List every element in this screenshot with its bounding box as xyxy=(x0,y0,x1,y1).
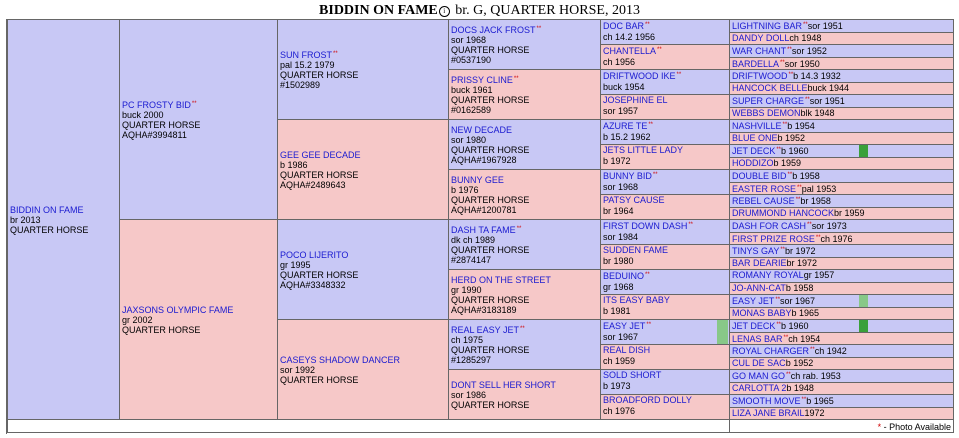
horse-color-year: gr 1957 xyxy=(803,270,835,280)
sire-cell-gen6 xyxy=(729,294,954,308)
horse-registration: #0162589 xyxy=(451,105,492,115)
sire-cell-gen5 xyxy=(600,19,730,45)
horse-line xyxy=(451,324,598,335)
horse-name-link[interactable]: EASY JET xyxy=(732,296,775,306)
horse-registration: AQHA#1200781 xyxy=(451,204,517,215)
horse-color-year: 1972 xyxy=(804,408,825,418)
horse-name-link[interactable]: JO-ANN-CAT xyxy=(732,283,786,293)
horse-name-link[interactable]: CHANTELLA xyxy=(603,46,657,56)
horse-color-year: b 1981 xyxy=(603,306,631,316)
horse-color-year: b 1952 xyxy=(777,133,806,143)
horse-name-link[interactable]: SUDDEN FAME xyxy=(603,245,669,255)
horse-color-year: b 1986 xyxy=(280,159,308,170)
photo-star: ** xyxy=(801,397,807,403)
horse-color-year: sor 1973 xyxy=(811,221,847,231)
horse-name-link[interactable]: CUL DE SAC xyxy=(732,358,786,368)
horse-line xyxy=(603,220,727,232)
photo-star: ** xyxy=(648,122,654,128)
sire-cell-gen6 xyxy=(729,69,954,83)
sire-cell-gen6 xyxy=(729,119,954,133)
horse-name-link[interactable]: FIRST PRIZE ROSE xyxy=(732,234,815,244)
horse-name-link[interactable]: POCO LIJERITO xyxy=(280,249,349,260)
horse-color-year: pal 1953 xyxy=(801,184,837,194)
dam-cell-gen4 xyxy=(448,369,601,420)
horse-breed: QUARTER HORSE xyxy=(451,95,530,105)
sire-cell-gen1 xyxy=(7,19,120,420)
horse-color-year: br 1972 xyxy=(785,246,816,256)
horse-breed: QUARTER HORSE xyxy=(451,294,530,305)
sire-cell-gen5 xyxy=(600,319,730,345)
photo-star: * xyxy=(877,422,882,432)
horse-line xyxy=(603,120,727,132)
horse-color-year: ch 1975 xyxy=(451,335,484,345)
horse-color-year: ch 1959 xyxy=(603,356,636,366)
horse-name-link[interactable]: ROMANY ROYAL xyxy=(732,270,804,280)
horse-name-link[interactable]: JOSEPHINE EL xyxy=(603,95,668,105)
horse-color-year: br 1959 xyxy=(834,208,865,218)
page-title xyxy=(0,3,959,19)
horse-name-link[interactable]: GO MAN GO xyxy=(732,371,786,381)
horse-name-link[interactable]: SUPER CHARGE xyxy=(732,96,805,106)
photo-star: ** xyxy=(787,172,793,178)
sire-cell-gen4 xyxy=(448,319,601,370)
horse-name-link[interactable]: DRUMMOND HANCOCK xyxy=(732,208,834,218)
horse-color-year: b 1952 xyxy=(785,358,814,368)
horse-line xyxy=(122,99,275,110)
horse-line xyxy=(603,320,727,332)
horse-registration: AQHA#1967928 xyxy=(451,154,517,165)
photo-star: ** xyxy=(513,76,519,82)
sire-cell-gen6 xyxy=(729,44,954,58)
horse-registration: AQHA#3348332 xyxy=(280,279,346,290)
horse-color-year: b 1960 xyxy=(781,146,809,156)
horse-color-year: sor 1951 xyxy=(809,96,845,106)
horse-name-link[interactable]: LIGHTNING BAR xyxy=(732,21,803,31)
horse-breed: QUARTER HORSE xyxy=(451,194,530,205)
sire-cell-gen5 xyxy=(600,169,730,195)
horse-color-year: br 1972 xyxy=(786,258,818,268)
sire-cell-gen6 xyxy=(729,19,954,33)
horse-name-link[interactable]: NEW DECADE xyxy=(451,124,513,135)
horse-name-link[interactable]: BIDDIN ON FAME xyxy=(10,204,84,215)
horse-color-year: b 14.3 1932 xyxy=(793,71,841,81)
horse-color-year: buck 1954 xyxy=(603,82,645,92)
sire-cell-gen5 xyxy=(600,269,730,295)
horse-name-link[interactable]: JET DECK xyxy=(732,321,776,331)
photo-star: ** xyxy=(788,72,794,78)
horse-line xyxy=(603,395,727,406)
horse-color-year: b 1973 xyxy=(603,381,631,391)
horse-line xyxy=(280,150,446,160)
photo-star: ** xyxy=(795,197,801,203)
horse-color-year: gr 1995 xyxy=(280,259,311,270)
sire-cell-gen5 xyxy=(600,119,730,145)
dam-cell-gen5 xyxy=(600,344,730,370)
horse-line xyxy=(280,355,446,365)
horse-breed: QUARTER HORSE xyxy=(451,45,530,55)
horse-name-link[interactable]: DONT SELL HER SHORT xyxy=(451,379,556,390)
footer-row xyxy=(7,419,730,433)
horse-color-year: buck 1961 xyxy=(451,85,493,95)
sire-cell-gen2 xyxy=(119,19,278,220)
horse-line xyxy=(603,145,727,156)
sire-cell-gen6 xyxy=(729,219,954,233)
horse-name-link[interactable]: EASY JET xyxy=(603,321,646,331)
horse-color-year: b 1972 xyxy=(603,156,631,166)
horse-line xyxy=(280,250,446,260)
photo-star: ** xyxy=(810,347,815,353)
horse-breed: QUARTER HORSE xyxy=(122,324,201,335)
inbreed-marker xyxy=(859,295,868,307)
horse-name-link[interactable]: ITS EASY BABY xyxy=(603,295,670,305)
photo-star: ** xyxy=(646,322,652,328)
horse-color-year: buck 2000 xyxy=(122,110,164,120)
horse-color-year: ch 1976 xyxy=(820,234,853,244)
horse-name-link[interactable]: HODDIZO xyxy=(732,158,774,168)
horse-name-link[interactable]: JET DECK xyxy=(732,146,776,156)
inbreed-marker xyxy=(717,320,728,344)
horse-color-year: gr 1990 xyxy=(451,284,482,295)
horse-name-link[interactable]: NASHVILLE xyxy=(732,121,782,131)
horse-registration: #1502989 xyxy=(280,80,321,90)
horse-registration: AQHA#3183189 xyxy=(451,304,517,315)
horse-name-link[interactable]: JAXSONS OLYMPIC FAME xyxy=(122,304,234,315)
horse-line xyxy=(603,45,727,57)
horse-line xyxy=(603,170,727,182)
horse-color-year: sor 1957 xyxy=(603,106,639,116)
photo-star: ** xyxy=(776,147,782,153)
horse-name-link[interactable]: LIZA JANE BRAIL xyxy=(732,408,805,418)
photo-star: ** xyxy=(803,22,808,28)
horse-name-link[interactable]: SMOOTH MOVE xyxy=(732,396,801,406)
photo-star: ** xyxy=(775,297,781,303)
horse-breed: QUARTER HORSE xyxy=(451,144,530,155)
photo-star: ** xyxy=(797,185,802,191)
photo-star: ** xyxy=(645,22,650,28)
horse-color-year: dk ch 1989 xyxy=(451,235,496,245)
horse-line xyxy=(603,20,727,32)
horse-name-link[interactable]: BEDUINO xyxy=(603,271,645,281)
inbreed-marker xyxy=(859,145,868,157)
photo-star: ** xyxy=(815,235,821,241)
horse-color-year: br 1964 xyxy=(603,206,634,216)
photo-star: ** xyxy=(776,322,782,328)
horse-color-year: sor 1967 xyxy=(603,332,639,342)
horse-name-link[interactable]: WEBBS DEMON xyxy=(732,108,801,118)
dam-cell-gen3 xyxy=(277,119,449,220)
photo-star: ** xyxy=(805,97,810,103)
horse-color-year: b 1948 xyxy=(786,383,814,393)
photo-star: ** xyxy=(780,60,785,66)
horse-line xyxy=(451,74,598,85)
horse-name-link[interactable]: ROYAL CHARGER xyxy=(732,346,810,356)
horse-name-link[interactable]: LENAS BAR xyxy=(732,334,783,344)
horse-name-link[interactable]: PC FROSTY BID xyxy=(122,100,191,110)
dam-cell-gen4 xyxy=(448,69,601,120)
horse-color-year: b 1959 xyxy=(773,158,802,168)
horse-name-link[interactable]: SUN FROST xyxy=(280,50,333,60)
horse-name-link[interactable]: PATSY CAUSE xyxy=(603,195,665,205)
horse-color-year: b 1958 xyxy=(785,283,814,293)
photo-star: ** xyxy=(807,222,812,228)
horse-breed: QUARTER HORSE xyxy=(280,70,359,80)
horse-line xyxy=(603,370,727,381)
sire-cell-gen4 xyxy=(448,119,601,170)
horse-breed: QUARTER HORSE xyxy=(280,169,359,180)
info-icon[interactable]: i xyxy=(439,6,450,17)
horse-color-year: pal 15.2 1979 xyxy=(280,60,335,70)
photo-legend-text: - Photo Available xyxy=(881,422,951,432)
dam-cell-gen4 xyxy=(448,169,601,220)
horse-name-link[interactable]: BLUE ONE xyxy=(732,133,778,143)
horse-color-year: buck 1944 xyxy=(807,83,850,93)
sire-cell-gen6 xyxy=(729,94,954,108)
horse-name-link[interactable]: DOUBLE BID xyxy=(732,171,787,181)
horse-line xyxy=(280,49,446,60)
horse-color-year: br 1980 xyxy=(603,256,634,266)
horse-color-year: sor 1992 xyxy=(280,364,316,375)
dam-cell-gen3 xyxy=(277,319,449,420)
sire-cell-gen5 xyxy=(600,219,730,245)
sire-cell-gen6 xyxy=(729,269,954,283)
horse-name-link[interactable]: BUNNY GEE xyxy=(451,174,504,185)
horse-color-year: sor 1986 xyxy=(451,389,487,400)
horse-color-year: ch 1948 xyxy=(789,33,822,43)
horse-summary: br. G, QUARTER HORSE, 2013 xyxy=(451,3,640,18)
horse-name-link[interactable]: DOCS JACK FROST xyxy=(451,25,536,35)
horse-name-link[interactable]: JETS LITTLE LADY xyxy=(603,145,684,155)
horse-name-link[interactable]: BUNNY BID xyxy=(603,171,652,181)
horse-name-link[interactable]: DRIFTWOOD IKE xyxy=(603,71,676,81)
sire-cell-gen4 xyxy=(448,19,601,70)
horse-color-year: sor 1950 xyxy=(784,59,820,69)
horse-name-link[interactable]: HANCOCK BELLE xyxy=(732,83,808,93)
horse-name-link[interactable]: AZURE TE xyxy=(603,121,648,131)
dam-cell-gen5 xyxy=(600,44,730,70)
photo-star: ** xyxy=(657,47,662,53)
inbreed-marker xyxy=(859,320,868,332)
horse-color-year: br 1958 xyxy=(800,196,831,206)
horse-breed: QUARTER HORSE xyxy=(122,120,201,130)
horse-color-year: ch 14.2 1956 xyxy=(603,32,656,42)
horse-name-link[interactable]: CARLOTTA 2 xyxy=(732,383,787,393)
sire-cell-gen6 xyxy=(729,244,954,258)
horse-name-link[interactable]: DASH FOR CASH xyxy=(732,221,807,231)
horse-color-year: sor 1968 xyxy=(603,182,639,192)
horse-registration: #0537190 xyxy=(451,55,492,65)
horse-name-link[interactable]: DANDY DOLL xyxy=(732,33,790,43)
sire-cell-gen6 xyxy=(729,344,954,358)
dam-cell-gen5 xyxy=(600,94,730,120)
sire-cell-gen3 xyxy=(277,19,449,120)
horse-registration: #2874147 xyxy=(451,255,492,265)
horse-color-year: b 1965 xyxy=(791,308,820,318)
photo-star: ** xyxy=(786,372,791,378)
horse-color-year: br 2013 xyxy=(10,214,41,225)
sire-cell-gen6 xyxy=(729,194,954,208)
horse-name-link[interactable]: DOC BAR xyxy=(603,21,645,31)
dam-cell-gen5 xyxy=(600,244,730,270)
horse-color-year: b 15.2 1962 xyxy=(603,132,651,142)
horse-line xyxy=(451,380,598,390)
photo-star: ** xyxy=(191,101,197,107)
horse-name-link[interactable]: DRIFTWOOD xyxy=(732,71,788,81)
horse-color-year: sor 1967 xyxy=(780,296,816,306)
horse-color-year: b 1960 xyxy=(781,321,809,331)
horse-name-link[interactable]: MONAS BABY xyxy=(732,308,792,318)
sire-cell-gen5 xyxy=(600,69,730,95)
horse-name-link[interactable]: FIRST DOWN DASH xyxy=(603,221,688,231)
horse-name-link[interactable]: PRISSY CLINE xyxy=(451,75,513,85)
horse-color-year: gr 1968 xyxy=(603,282,634,292)
photo-star: ** xyxy=(652,172,658,178)
sire-cell-gen6 xyxy=(729,169,954,183)
horse-color-year: sor 1980 xyxy=(451,134,487,145)
horse-name-link[interactable]: BROADFORD DOLLY xyxy=(603,395,692,405)
horse-breed: QUARTER HORSE xyxy=(451,399,530,410)
photo-star: ** xyxy=(536,26,542,32)
horse-line xyxy=(603,245,727,256)
horse-name-link[interactable]: WAR CHANT xyxy=(732,46,787,56)
horse-color-year: blk 1948 xyxy=(800,108,835,118)
dam-cell-gen5 xyxy=(600,394,730,420)
horse-color-year: sor 1951 xyxy=(807,21,843,31)
horse-color-year: ch 1954 xyxy=(788,334,821,344)
photo-star: ** xyxy=(780,247,786,253)
horse-breed: QUARTER HORSE xyxy=(451,345,530,355)
horse-color-year: ch 1976 xyxy=(603,406,636,416)
sire-cell-gen6 xyxy=(729,394,954,408)
horse-color-year: ch 1942 xyxy=(814,346,847,356)
sire-cell-gen6 xyxy=(729,319,954,333)
horse-name: BIDDIN ON FAME xyxy=(319,3,438,18)
horse-line xyxy=(451,224,598,235)
horse-color-year: sor 1984 xyxy=(603,232,639,242)
sire-cell-gen3 xyxy=(277,219,449,320)
horse-line xyxy=(603,270,727,282)
photo-star: ** xyxy=(787,47,792,53)
horse-name-link[interactable]: CASEYS SHADOW DANCER xyxy=(280,354,401,365)
horse-name-link[interactable]: REBEL CAUSE xyxy=(732,196,795,206)
horse-breed: QUARTER HORSE xyxy=(451,245,530,255)
horse-line xyxy=(451,175,598,185)
dam-cell-gen2 xyxy=(119,219,278,420)
pedigree-table xyxy=(6,19,953,434)
photo-star: ** xyxy=(333,51,338,57)
horse-line xyxy=(603,70,727,82)
horse-breed: QUARTER HORSE xyxy=(10,224,89,235)
horse-color-year: b 1958 xyxy=(792,171,820,181)
horse-registration: AQHA#3994811 xyxy=(122,130,187,140)
horse-color-year: sor 1952 xyxy=(791,46,827,56)
sire-cell-gen4 xyxy=(448,219,601,270)
dam-cell-gen5 xyxy=(600,144,730,170)
sire-cell-gen5 xyxy=(600,369,730,395)
dam-cell-gen4 xyxy=(448,269,601,320)
horse-line xyxy=(603,195,727,206)
horse-breed: QUARTER HORSE xyxy=(280,374,359,385)
photo-legend xyxy=(878,422,951,432)
photo-star: ** xyxy=(516,226,522,232)
horse-breed: QUARTER HORSE xyxy=(280,269,359,280)
horse-line xyxy=(451,125,598,135)
photo-star: ** xyxy=(645,272,650,278)
horse-name-link[interactable]: BARDELLA xyxy=(732,59,780,69)
photo-star: ** xyxy=(520,326,525,332)
horse-line xyxy=(122,305,275,315)
horse-name-link[interactable]: REAL EASY JET xyxy=(451,325,520,335)
horse-name-link[interactable]: TINYS GAY xyxy=(732,246,780,256)
horse-registration: AQHA#2489643 xyxy=(280,179,346,190)
horse-name-link[interactable]: EASTER ROSE xyxy=(732,184,797,194)
horse-color-year: b 1976 xyxy=(451,184,479,195)
horse-name-link[interactable]: GEE GEE DECADE xyxy=(280,149,361,160)
horse-line xyxy=(603,295,727,306)
photo-star: ** xyxy=(676,72,682,78)
horse-name-link[interactable]: HERD ON THE STREET xyxy=(451,274,551,285)
horse-name-link[interactable]: DASH TA FAME xyxy=(451,225,516,235)
horse-name-link[interactable]: SOLD SHORT xyxy=(603,370,662,380)
horse-color-year: b 1954 xyxy=(787,121,815,131)
horse-color-year: gr 2002 xyxy=(122,314,153,325)
horse-name-link[interactable]: REAL DISH xyxy=(603,345,651,355)
horse-registration: #1285297 xyxy=(451,355,492,365)
horse-color-year: b 1965 xyxy=(806,396,834,406)
horse-color-year: ch 1956 xyxy=(603,57,636,67)
photo-star: ** xyxy=(782,122,788,128)
sire-cell-gen6 xyxy=(729,369,954,383)
horse-line xyxy=(603,95,727,106)
horse-line xyxy=(451,24,598,35)
photo-star: ** xyxy=(783,335,789,341)
horse-line xyxy=(451,275,598,285)
horse-line xyxy=(603,345,727,356)
horse-line xyxy=(10,205,117,215)
horse-color-year: ch rab. 1953 xyxy=(790,371,841,381)
dam-cell-gen5 xyxy=(600,194,730,220)
sire-cell-gen6 xyxy=(729,144,954,158)
horse-color-year: sor 1968 xyxy=(451,35,487,45)
dam-cell-gen5 xyxy=(600,294,730,320)
horse-name-link[interactable]: BAR DEARIE xyxy=(732,258,787,268)
photo-star: ** xyxy=(688,222,694,228)
